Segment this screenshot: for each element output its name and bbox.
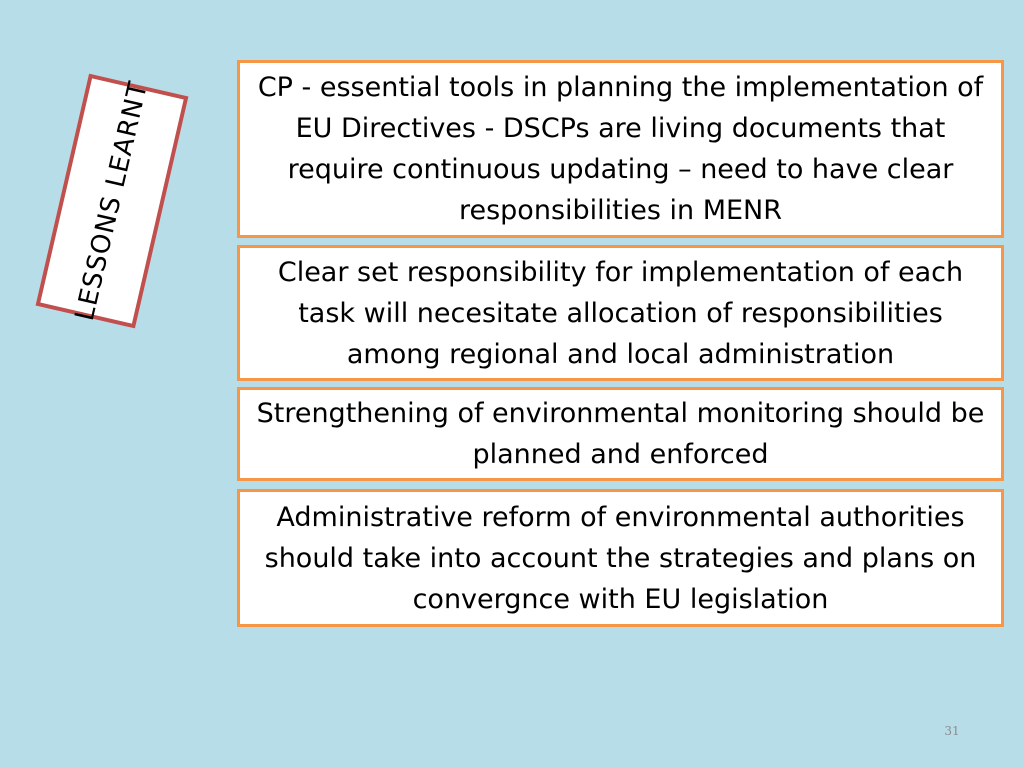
lesson-text-2: Clear set responsibility for implementation of each task will necesitate allocation of responsibilities among regional and local administration: [277, 256, 964, 370]
lesson-text-3: Strengthening of environmental monitoring should be planned and enforced: [256, 398, 985, 470]
lessons-learnt-tag: [36, 74, 189, 329]
lesson-box-4: [237, 489, 1004, 627]
page-number: 31: [944, 724, 960, 738]
lesson-text-1: CP - essential tools in planning the implementation of EU Directives - DSCPs are living documents that require continuous updating – need to have clear responsibilities in MENR: [257, 72, 984, 226]
lesson-box-1: [237, 60, 1004, 238]
lessons-learnt-label: LESSONS LEARNT: [69, 78, 155, 324]
lesson-box-2: [237, 245, 1004, 381]
lesson-box-3: [237, 387, 1004, 481]
lesson-text-4: Administrative reform of environmental authorities should take into account the strategies and plans on convergnce with EU legislation: [264, 501, 977, 615]
